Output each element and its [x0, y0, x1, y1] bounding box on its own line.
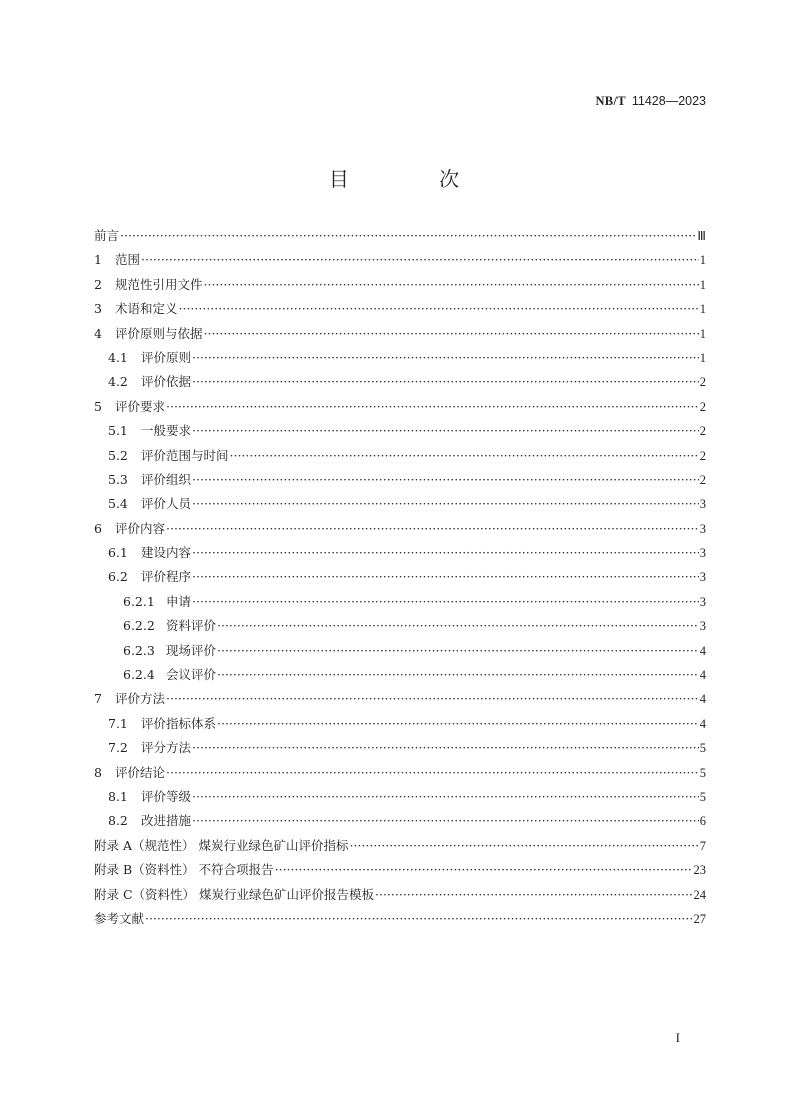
- toc-entry[interactable]: [94, 811, 706, 835]
- toc-entry-number: 6.2.2: [123, 618, 155, 634]
- toc-leader-dots: [192, 813, 699, 828]
- toc-entry-page: 27: [693, 911, 706, 926]
- toc-leader-dots: [166, 765, 699, 780]
- toc-entry-page: 7: [699, 838, 706, 853]
- toc-entry[interactable]: [94, 787, 706, 811]
- toc-entry-label: 评价结论: [115, 764, 166, 780]
- toc-entry[interactable]: [94, 275, 706, 299]
- toc-entry[interactable]: [94, 470, 706, 494]
- toc-leader-dots: [192, 740, 699, 755]
- toc-entry[interactable]: [94, 446, 706, 470]
- toc-leader-dots: [217, 643, 699, 658]
- toc-entry-number: 4: [94, 325, 102, 341]
- toc-entry-label: 申请: [166, 593, 192, 609]
- standard-prefix: NB/T: [595, 94, 626, 108]
- toc-entry-label: 附录 B（资料性） 不符合项报告: [94, 862, 274, 878]
- toc-entry-page: 1: [699, 326, 706, 341]
- toc-leader-dots: [217, 716, 699, 731]
- toc-entry-page: 2: [699, 448, 706, 463]
- toc-entry[interactable]: [94, 494, 706, 518]
- toc-entry-page: 2: [699, 375, 706, 390]
- toc-leader-dots: [166, 521, 699, 536]
- toc-entry[interactable]: [94, 519, 706, 543]
- toc-entry[interactable]: [94, 299, 706, 323]
- toc-entry-label: 评价组织: [141, 471, 192, 487]
- table-of-contents: [94, 226, 706, 933]
- toc-entry-page: 3: [699, 546, 706, 561]
- toc-entry-number: 6: [94, 520, 102, 536]
- toc-entry-label: 评价方法: [115, 691, 166, 707]
- toc-leader-dots: [145, 911, 692, 926]
- toc-entry-page: 1: [699, 350, 706, 365]
- toc-entry[interactable]: [94, 348, 706, 372]
- toc-entry-label: 建设内容: [141, 545, 192, 561]
- toc-leader-dots: [192, 569, 699, 584]
- standard-number: 11428—2023: [631, 94, 706, 108]
- toc-leader-dots: [275, 862, 693, 877]
- toc-entry-page: 3: [699, 619, 706, 634]
- standard-code: [595, 93, 706, 109]
- toc-entry-label: 术语和定义: [115, 301, 178, 317]
- toc-entry[interactable]: [94, 324, 706, 348]
- toc-entry[interactable]: [94, 641, 706, 665]
- toc-entry-label: 附录 C（资料性） 煤炭行业绿色矿山评价报告模板: [94, 886, 375, 902]
- toc-entry-label: 附录 A（规范性） 煤炭行业绿色矿山评价指标: [94, 837, 349, 853]
- page-number: I: [675, 1030, 680, 1045]
- toc-leader-dots: [192, 545, 699, 560]
- toc-entry-label: 改进措施: [141, 813, 192, 829]
- toc-entry-number: 1: [94, 252, 102, 268]
- toc-entry-number: 6.2: [108, 569, 128, 585]
- toc-entry-number: 4.2: [108, 374, 128, 390]
- toc-entry-number: 7.2: [108, 740, 128, 756]
- toc-entry-page: 5: [699, 741, 706, 756]
- toc-entry-page: 6: [699, 814, 706, 829]
- toc-entry[interactable]: [94, 909, 706, 933]
- toc-entry-page: 1: [699, 253, 706, 268]
- toc-entry-label: 评价指标体系: [141, 715, 217, 731]
- toc-entry-number: 6.2.4: [123, 667, 155, 683]
- toc-leader-dots: [141, 252, 699, 267]
- toc-entry-label: 一般要求: [141, 423, 192, 439]
- toc-leader-dots: [192, 423, 699, 438]
- toc-entry[interactable]: [94, 665, 706, 689]
- toc-entry[interactable]: [94, 885, 706, 909]
- toc-entry-page: 4: [699, 716, 706, 731]
- toc-entry[interactable]: [94, 567, 706, 591]
- toc-entry-page: 3: [699, 497, 706, 512]
- toc-leader-dots: [192, 789, 699, 804]
- toc-entry-label: 范围: [115, 252, 141, 268]
- toc-entry-number: 5.4: [108, 496, 128, 512]
- toc-entry-page: 3: [699, 521, 706, 536]
- toc-entry[interactable]: [94, 860, 706, 884]
- toc-entry-label: 评价程序: [141, 569, 192, 585]
- toc-entry-page: 2: [699, 472, 706, 487]
- toc-entry-label: 前言: [94, 228, 120, 243]
- toc-leader-dots: [120, 228, 696, 243]
- toc-entry-label: 评价等级: [141, 788, 192, 804]
- toc-leader-dots: [192, 350, 699, 365]
- toc-entry-label: 现场评价: [166, 642, 217, 658]
- toc-entry[interactable]: [94, 397, 706, 421]
- toc-entry-number: 6.2.1: [123, 593, 155, 609]
- toc-entry-number: 7.1: [108, 715, 128, 731]
- toc-leader-dots: [192, 472, 699, 487]
- toc-entry[interactable]: [94, 616, 706, 640]
- toc-entry-page: 4: [699, 643, 706, 658]
- toc-entry[interactable]: [94, 421, 706, 445]
- toc-entry[interactable]: [94, 836, 706, 860]
- toc-leader-dots: [217, 667, 699, 682]
- toc-entry-label: 评分方法: [141, 740, 192, 756]
- toc-entry-label: 规范性引用文件: [115, 276, 203, 292]
- toc-entry-number: 4.1: [108, 349, 128, 365]
- toc-entry-label: 评价原则: [141, 349, 192, 365]
- toc-entry-number: 8: [94, 764, 102, 780]
- toc-leader-dots: [217, 618, 699, 633]
- toc-leader-dots: [179, 301, 699, 316]
- toc-entry-page: 1: [699, 277, 706, 292]
- toc-entry-number: 8.2: [108, 813, 128, 829]
- toc-entry-number: 5: [94, 398, 102, 414]
- toc-entry-number: 5.1: [108, 423, 128, 439]
- toc-entry-page: 3: [699, 594, 706, 609]
- toc-entry-number: 5.3: [108, 471, 128, 487]
- page-title: 目 次: [328, 167, 502, 191]
- toc-entry-label: 评价人员: [141, 496, 192, 512]
- toc-entry-page: Ⅲ: [697, 229, 706, 243]
- toc-entry[interactable]: [94, 372, 706, 396]
- toc-leader-dots: [375, 887, 692, 902]
- toc-entry-label: 评价依据: [141, 374, 192, 390]
- toc-entry-page: 5: [699, 789, 706, 804]
- toc-entry-label: 评价内容: [115, 520, 166, 536]
- toc-leader-dots: [230, 448, 699, 463]
- toc-entry-page: 2: [699, 424, 706, 439]
- toc-entry[interactable]: [94, 250, 706, 274]
- toc-entry-number: 6.2.3: [123, 642, 155, 658]
- toc-entry[interactable]: [94, 543, 706, 567]
- toc-entry-page: 3: [699, 570, 706, 585]
- toc-entry[interactable]: [94, 689, 706, 713]
- toc-leader-dots: [166, 399, 699, 414]
- toc-entry-label: 参考文献: [94, 910, 145, 926]
- toc-entry-page: 24: [693, 887, 706, 902]
- toc-entry-label: 评价原则与依据: [115, 325, 203, 341]
- toc-entry-label: 评价范围与时间: [141, 447, 229, 463]
- toc-entry-number: 7: [94, 691, 102, 707]
- toc-entry-page: 1: [699, 302, 706, 317]
- toc-leader-dots: [204, 277, 699, 292]
- toc-entry-number: 8.1: [108, 788, 128, 804]
- toc-entry-page: 5: [699, 765, 706, 780]
- toc-entry-label: 评价要求: [115, 398, 166, 414]
- toc-entry-number: 2: [94, 276, 102, 292]
- toc-entry[interactable]: [94, 714, 706, 738]
- toc-entry-label: 会议评价: [166, 667, 217, 683]
- toc-leader-dots: [166, 691, 699, 706]
- toc-entry-page: 4: [699, 692, 706, 707]
- toc-entry-label: 资料评价: [166, 618, 217, 634]
- toc-entry[interactable]: [94, 763, 706, 787]
- toc-entry-page: 4: [699, 668, 706, 683]
- toc-entry-number: 6.1: [108, 545, 128, 561]
- toc-leader-dots: [349, 838, 698, 853]
- toc-leader-dots: [204, 326, 699, 341]
- toc-leader-dots: [192, 374, 699, 389]
- toc-entry[interactable]: [94, 738, 706, 762]
- toc-leader-dots: [192, 496, 699, 511]
- toc-entry-number: 3: [94, 301, 102, 317]
- toc-entry[interactable]: [94, 592, 706, 616]
- toc-entry-page: 2: [699, 399, 706, 414]
- toc-entry[interactable]: [94, 226, 706, 250]
- toc-entry-number: 5.2: [108, 447, 128, 463]
- toc-leader-dots: [192, 594, 699, 609]
- toc-entry-page: 23: [693, 863, 706, 878]
